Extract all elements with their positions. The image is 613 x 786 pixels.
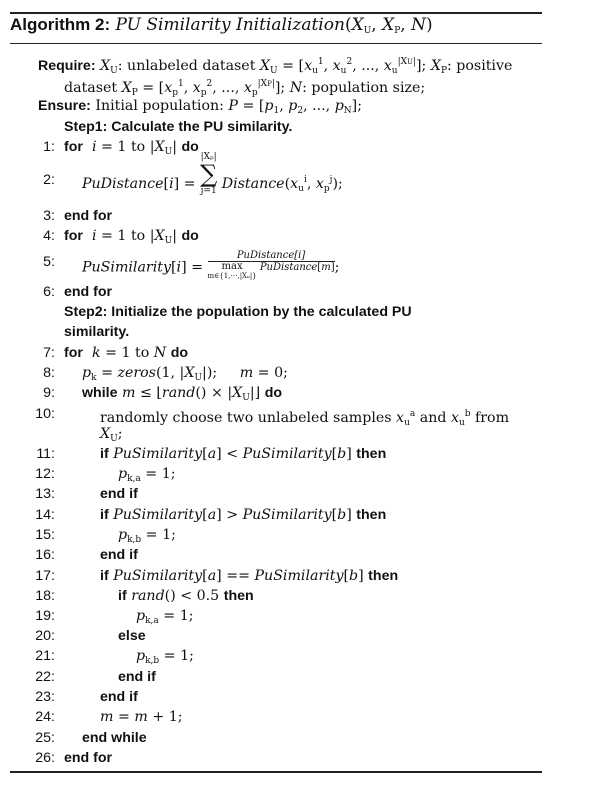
algo-line-7: 7: for k = 1 to N do: [43, 345, 189, 361]
algo-line-1: 1: for i = 1 to $|X_U|$ do: [43, 139, 199, 157]
step2-heading-2: similarity.: [64, 324, 130, 340]
algo-line-18: 18: if rand() < 0.5 then: [35, 588, 254, 604]
similarity-fraction: PuDistance[i] max m∈{1,⋯,|Xᵤ|} PuDistance[m]: [207, 250, 335, 280]
algo-line-5: 5: PuSimilarity[i] = PuDistance[i] max m∈{1,⋯,|Xᵤ|} PuDistance[m] ;: [43, 250, 340, 280]
ensure-line: Ensure: Initial population: $P = [p_1$, $p_2$, ..., $p_N$];: [38, 98, 362, 116]
algo-line-19: 19: $p_{k,a} = 1$;: [35, 608, 194, 626]
algo-line-26: 26: end for: [35, 750, 113, 766]
algo-line-8: 8: $p_k$ = zeros(1, $|X_U|$); m = 0;: [43, 365, 288, 383]
algo-line-22: 22: end if: [35, 669, 156, 685]
algorithm-label: Algorithm 2:: [10, 15, 111, 34]
algo-line-16: 16: end if: [35, 547, 138, 563]
algorithm-title: PU Similarity Initialization: [115, 15, 345, 35]
algo-line-3: 3: end for: [43, 208, 113, 224]
top-rule: [10, 12, 542, 14]
algo-line-15: 15: $p_{k,b} = 1$;: [35, 527, 176, 545]
algo-line-13: 13: end if: [35, 486, 138, 502]
algo-line-4: 4: for i = 1 to $|X_U|$ do: [43, 228, 199, 246]
algo-line-14: 14: if PuSimilarity[a] > PuSimilarity[b] then: [35, 507, 387, 523]
algo-line-9: 9: while m ≤ ⌊rand() × $|X_U|⌋$ do: [43, 385, 283, 403]
algo-line-23: 23: end if: [35, 689, 138, 705]
ensure-keyword: Ensure:: [38, 98, 91, 114]
caption-rule: [10, 43, 542, 44]
algo-line-25: 25: end while: [35, 730, 147, 746]
bottom-rule: [10, 771, 542, 773]
algorithm-caption: [10, 15, 433, 36]
algo-line-20: 20: else: [35, 628, 146, 644]
algo-line-10: 10: randomly choose two unlabeled samples $x_u^a$ and $x_u^b$ from: [35, 406, 510, 428]
algo-line-11: 11: if PuSimilarity[a] < PuSimilarity[b] then: [36, 446, 387, 462]
algo-line-21: 21: $p_{k,b} = 1$;: [35, 648, 194, 666]
algo-line-24: 24: m = m + 1;: [35, 709, 183, 725]
step1-heading: Step1: Calculate the PU similarity.: [64, 119, 293, 135]
summation: |Xₚ| ∑ j=1: [200, 152, 218, 196]
algo-line-10-cont: $X_U$;: [100, 426, 123, 444]
require-keyword: Require:: [38, 58, 96, 74]
algo-line-6: 6: end for: [43, 284, 113, 300]
step2-heading: Step2: Initialize the population by the calculated PU: [64, 304, 412, 320]
algo-line-12: 12: $p_{k,a} = 1$;: [35, 466, 176, 484]
algo-line-17: 17: if PuSimilarity[a] == PuSimilarity[b] then: [35, 568, 399, 584]
require-line-2: dataset $X_P = [x_p^1$, $x_p^2$, ..., $x_p^{|XP|}$]; N: population size;: [64, 79, 426, 98]
require-line: Require: $X_U$: unlabeled dataset $X_U = [x_u^1$, $x_u^2$, ..., $x_u^{|XU|}$]; $X_P$: positive: [38, 57, 513, 76]
algo-line-2: 2: PuDistance[i] = |Xₚ| ∑ j=1 $Distance(x_u^i$, $x_p^j$);: [43, 152, 343, 196]
algorithm-args: (XU, XP, N): [344, 15, 433, 36]
